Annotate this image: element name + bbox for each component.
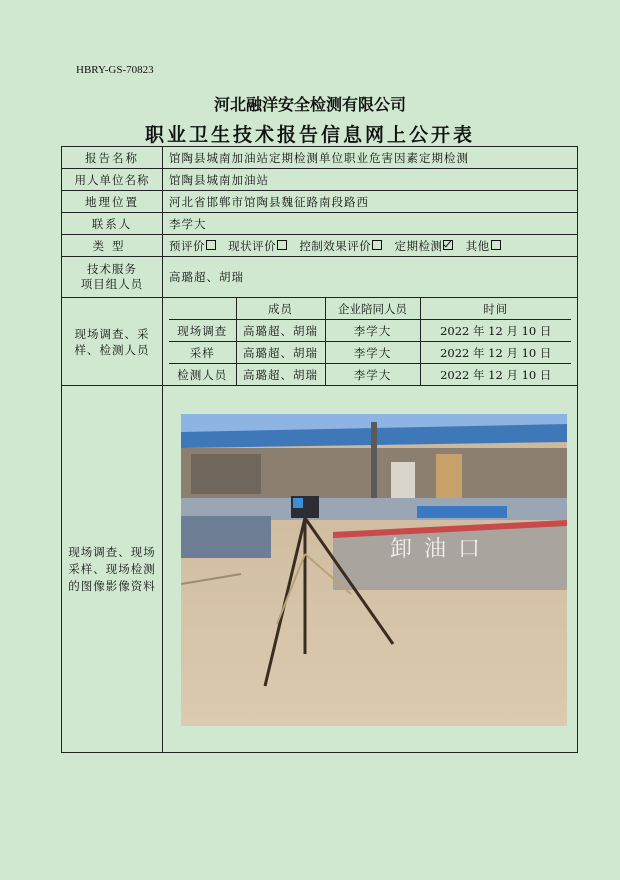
checkbox-status-evaluation[interactable]	[277, 240, 287, 250]
onsite-row	[169, 342, 571, 364]
cabinet	[391, 462, 415, 502]
report-name-value: 馆陶县城南加油站定期检测单位职业危害因素定期检测	[163, 147, 578, 169]
type-option-label: 预评价	[169, 238, 205, 253]
onsite-cell: 2022 年 12 月 10 日	[420, 364, 571, 386]
onsite-cell: 李学大	[325, 320, 420, 342]
info-table	[61, 146, 578, 753]
contact-label: 联系人	[62, 213, 163, 235]
checkbox-pre-evaluation[interactable]	[206, 240, 216, 250]
instrument-screen	[293, 498, 303, 508]
onsite-cell: 李学大	[325, 342, 420, 364]
checkbox-periodic-testing[interactable]	[443, 240, 453, 250]
door-panel	[436, 454, 462, 504]
contact-value: 李学大	[163, 213, 578, 235]
onsite-header: 企业陪同人员	[325, 298, 420, 320]
site-photo-illustration	[181, 414, 567, 726]
onsite-cell: 现场调查	[169, 320, 236, 342]
onsite-cell: 2022 年 12 月 10 日	[420, 320, 571, 342]
site-photo	[181, 414, 567, 726]
onsite-table-cell	[163, 298, 578, 386]
checkbox-control-effect-evaluation[interactable]	[372, 240, 382, 250]
row-contact	[62, 213, 578, 235]
onsite-cell: 李学大	[325, 364, 420, 386]
page-title: 职业卫生技术报告信息网上公开表	[144, 124, 475, 146]
onsite-cell: 高璐超、胡瑞	[236, 364, 325, 386]
ground-text: 卸油口	[389, 537, 493, 562]
onsite-cell: 高璐超、胡瑞	[236, 320, 325, 342]
type-label: 类型	[62, 235, 163, 257]
blue-platform	[181, 516, 271, 558]
row-location	[62, 191, 578, 213]
type-option-label: 控制效果评价	[299, 238, 372, 253]
row-team	[62, 257, 578, 298]
building-block	[191, 454, 261, 494]
company-name: 河北融洋安全检测有限公司	[213, 95, 406, 114]
document-number: HBRY-GS-70823	[76, 64, 154, 76]
onsite-header	[169, 298, 236, 320]
onsite-table	[169, 298, 571, 385]
type-option-label: 现状评价	[228, 238, 277, 253]
row-type	[62, 235, 578, 257]
images-cell	[163, 386, 578, 753]
images-label: 现场调查、现场采样、现场检测的图像影像资料	[62, 386, 163, 753]
onsite-label: 现场调查、采样、检测人员	[62, 298, 163, 386]
location-value: 河北省邯郸市馆陶县魏征路南段路西	[163, 191, 578, 213]
row-report-name	[62, 147, 578, 169]
onsite-cell: 采样	[169, 342, 236, 364]
onsite-cell: 检测人员	[169, 364, 236, 386]
employer-label: 用人单位名称	[62, 169, 163, 191]
row-images	[62, 386, 578, 753]
team-label-line2: 项目组人员	[80, 277, 144, 291]
onsite-cell: 高璐超、胡瑞	[236, 342, 325, 364]
type-options	[163, 235, 578, 257]
team-label-line1: 技术服务	[87, 262, 137, 276]
blue-lid	[417, 506, 507, 518]
checkbox-other[interactable]	[491, 240, 501, 250]
report-name-label: 报告名称	[62, 147, 163, 169]
onsite-row	[169, 364, 571, 386]
location-label: 地理位置	[62, 191, 163, 213]
employer-value: 馆陶县城南加油站	[163, 169, 578, 191]
onsite-header-row	[169, 298, 571, 320]
onsite-row	[169, 320, 571, 342]
type-option-label: 定期检测	[394, 238, 443, 253]
type-option-label: 其他	[465, 238, 490, 253]
team-value: 高璐超、胡瑞	[163, 257, 578, 298]
row-employer	[62, 169, 578, 191]
onsite-header: 成员	[236, 298, 325, 320]
row-onsite	[62, 298, 578, 386]
onsite-cell: 2022 年 12 月 10 日	[420, 342, 571, 364]
onsite-header: 时间	[420, 298, 571, 320]
team-label	[62, 257, 163, 298]
